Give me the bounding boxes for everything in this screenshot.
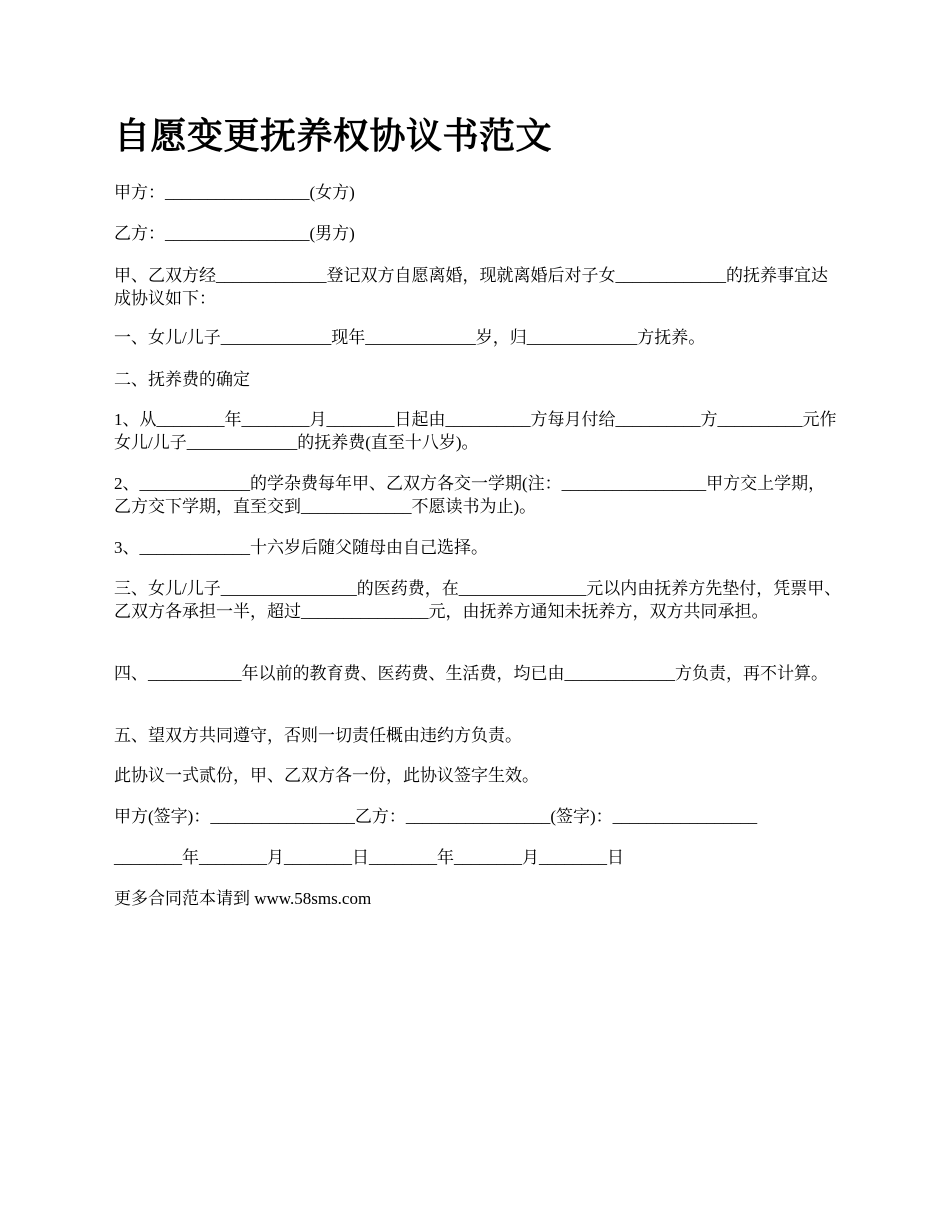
clause-2-item-1: 1、从________年________月________日起由__________方每月付给__________方__________元作女儿/儿子_____________的抚养费(直至十八岁)。 (114, 410, 837, 452)
clause-2-item-2: 2、_____________的学杂费每年甲、乙双方各交一学期(注：_________________甲方交上学期，乙方交下学期，直至交到_____________不愿读书为止)。 (114, 474, 826, 516)
footer-more-link: 更多合同范本请到 www.58sms.com (114, 889, 372, 908)
clause-2-item-3: 3、_____________十六岁后随父随母由自己选择。 (114, 538, 488, 557)
clause-2-heading: 二、抚养费的确定 (114, 370, 250, 389)
intro-paragraph: 甲、乙双方经_____________登记双方自愿离婚，现就离婚后对子女_____________的抚养事宜达成协议如下： (114, 266, 828, 308)
clause-4-expenses: 四、___________年以前的教育费、医药费、生活费，均已由_____________方负责，再不计算。 (114, 664, 828, 683)
signature-line: 甲方(签字)：_________________乙方：_________________(签字)：_________________ (114, 807, 758, 826)
clause-1-custody: 一、女儿/儿子_____________现年_____________岁，归_____________方抚养。 (114, 328, 706, 347)
party-a-line: 甲方：_________________(女方) (114, 183, 355, 202)
date-line: ________年________月________日________年________月________日 (114, 848, 624, 867)
clause-5-compliance: 五、望双方共同遵守，否则一切责任概由违约方负责。 (114, 726, 522, 745)
page-title: 自愿变更抚养权协议书范文 (114, 116, 553, 156)
party-b-line: 乙方：_________________(男方) (114, 224, 355, 243)
copies-statement: 此协议一式贰份，甲、乙双方各一份，此协议签字生效。 (114, 766, 539, 785)
clause-3-medical: 三、女儿/儿子________________的医药费，在_______________元以内由抚养方先垫付，凭票甲、乙双方各承担一半，超过_______________元，由抚养方通知未抚养方，双方共同承担。 (114, 579, 842, 621)
